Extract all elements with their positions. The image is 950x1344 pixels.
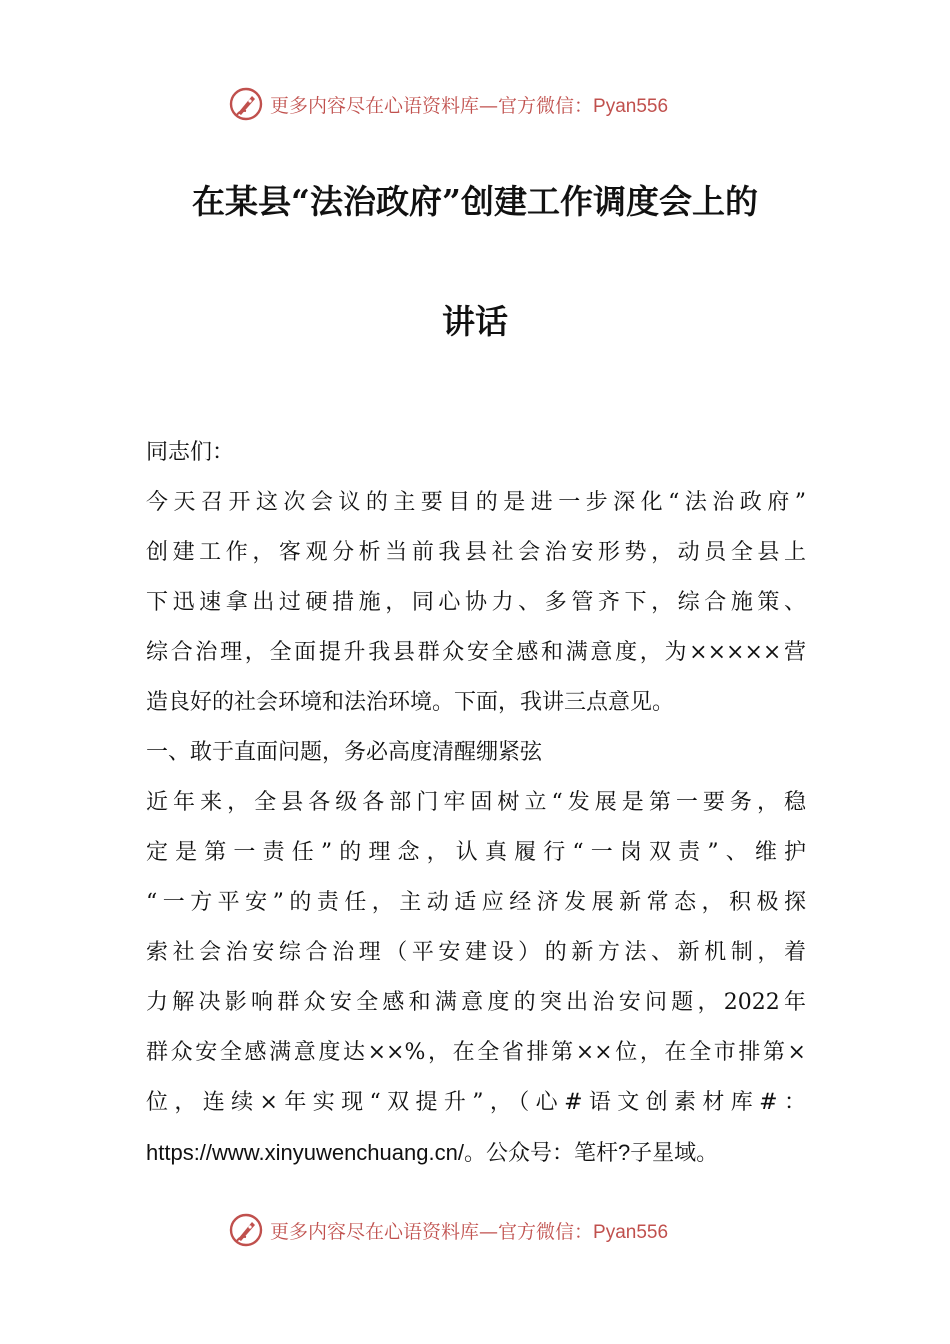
body-line: “一方平安”的责任，主动适应经济发展新常态，积极探: [146, 890, 806, 915]
body-line: 近年来，全县各级各部门牢固树立“发展是第一要务，稳: [146, 790, 806, 815]
wechat-id: Pyan556: [593, 95, 669, 117]
pen-nib-icon: [228, 86, 264, 122]
body-line: 力解决影响群众安全感和满意度的突出治安问题，2022年: [146, 990, 806, 1015]
body-line: 索社会治安综合治理（平安建设）的新方法、新机制，着: [146, 940, 806, 965]
body-line: 位，连续×年实现“双提升”，（心#语文创素材库#：: [146, 1090, 806, 1115]
body-line-url: https://www.xinyuwenchuang.cn/。公众号：笔杆?子星域。: [146, 1140, 719, 1165]
document-title-line-1: 在某县“法治政府”创建工作调度会上的: [192, 182, 758, 221]
pen-nib-icon: [228, 1212, 264, 1248]
body-line: 今天召开这次会议的主要目的是进一步深化“法治政府”: [146, 490, 806, 515]
salutation: 同志们：: [146, 440, 235, 465]
body-line: 造良好的社会环境和法治环境。下面，我讲三点意见。: [146, 690, 675, 715]
document-body: [146, 428, 806, 1178]
body-line: 定是第一责任”的理念，认真履行“一岗双责”、维护: [146, 840, 806, 865]
watermark-banner-bottom: [228, 1210, 668, 1250]
body-line: 群众安全感满意度达××%，在全省排第××位，在全市排第×: [146, 1040, 806, 1065]
section-heading: 一、敢于直面问题，务必高度清醒绷紧弦: [146, 740, 543, 765]
watermark-text: 更多内容尽在心语资料库—官方微信：Pyan556: [270, 1220, 669, 1243]
watermark-text: 更多内容尽在心语资料库—官方微信：Pyan556: [270, 94, 669, 117]
body-line: 创建工作，客观分析当前我县社会治安形势，动员全县上: [146, 540, 806, 565]
body-line: 综合治理，全面提升我县群众安全感和满意度，为×××××营: [146, 640, 806, 665]
watermark-banner-top: [228, 84, 668, 124]
body-line: 下迅速拿出过硬措施，同心协力、多管齐下，综合施策、: [146, 590, 806, 615]
wechat-id: Pyan556: [593, 1221, 669, 1243]
document-title-line-2: 讲话: [442, 302, 508, 341]
